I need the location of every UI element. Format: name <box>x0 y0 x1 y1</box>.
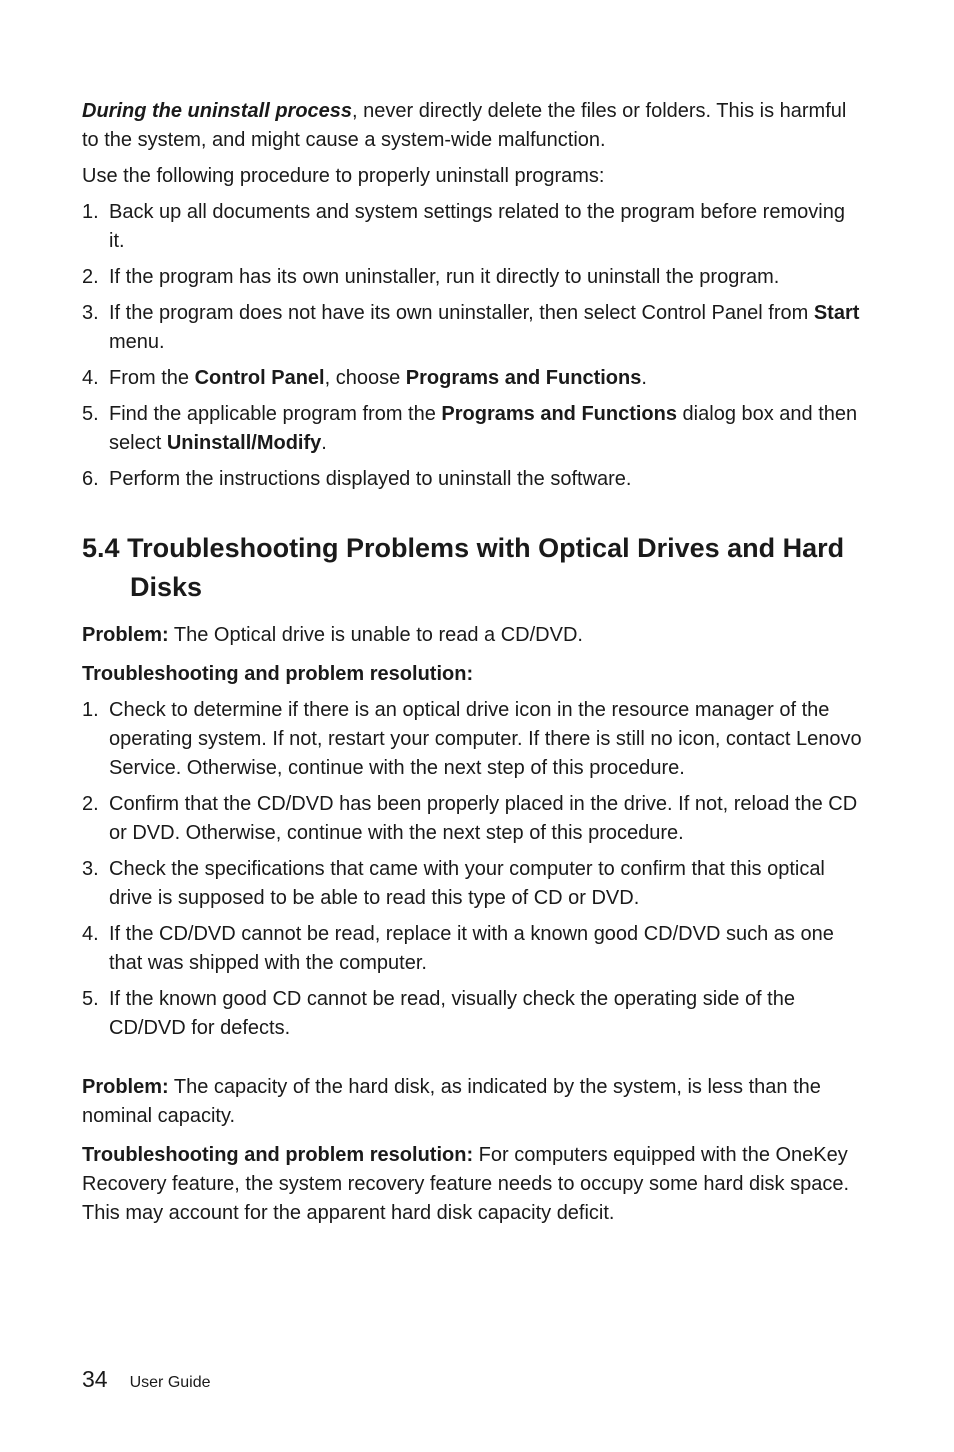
procedure-intro: Use the following procedure to properly uninstall programs: <box>82 165 605 187</box>
problem-statement <box>82 621 862 650</box>
section-heading <box>82 529 862 607</box>
warning-text: , never directly delete the files or folders. This is harmful to the system, and might cause a system-wide malfunction. <box>82 100 847 151</box>
uninstall-step <box>82 364 862 393</box>
step-number: 3. <box>82 858 99 880</box>
problem-text: The capacity of the hard disk, as indicated by the system, is less than the nominal capacity. <box>82 1076 821 1127</box>
uninstall-step <box>82 263 862 292</box>
uninstall-modify-term: Uninstall/Modify <box>166 432 322 454</box>
optical-steps-list <box>82 696 862 1043</box>
step-text: If the CD/DVD cannot be read, replace it with a known good CD/DVD such as one that was shipped with the computer. <box>109 923 834 974</box>
problem-label: Problem: <box>82 1076 169 1098</box>
start-term: Start <box>813 302 860 324</box>
optical-step <box>82 855 862 913</box>
step-number: 4. <box>82 367 99 389</box>
step-text: dialog box and then select <box>109 403 858 454</box>
page-footer <box>82 1366 211 1393</box>
optical-step <box>82 985 862 1043</box>
step-text: Find the applicable program from the <box>109 403 442 425</box>
resolution-heading <box>82 660 862 689</box>
warning-lead: During the uninstall process <box>82 100 353 122</box>
step-text: Back up all documents and system settings related to the program before removing it. <box>109 201 845 252</box>
resolution-text: For computers equipped with the OneKey Recovery feature, the system recovery feature needs to occupy some hard disk space. This may account for the apparent hard disk capacity deficit. <box>82 1144 850 1224</box>
programs-functions-term: Programs and Functions <box>441 403 677 425</box>
step-number: 5. <box>82 403 99 425</box>
step-text: Check to determine if there is an optical drive icon in the resource manager of the operating system. If not, restart your computer. If there is still no icon, contact Lenovo Service. Otherwise, continue with the next step of this procedure. <box>109 699 862 779</box>
uninstall-step <box>82 299 862 357</box>
step-number: 6. <box>82 468 99 490</box>
uninstall-step <box>82 465 862 494</box>
step-number: 1. <box>82 699 99 721</box>
page-number: 34 <box>82 1366 108 1392</box>
problem-label: Problem: <box>82 624 169 646</box>
uninstall-step <box>82 198 862 256</box>
step-text: Confirm that the CD/DVD has been properly placed in the drive. If not, reload the CD or DVD. Otherwise, continue with the next step of this procedure. <box>109 793 858 844</box>
step-text: If the known good CD cannot be read, visually check the operating side of the CD/DVD for defects. <box>109 988 795 1039</box>
step-text: If the program does not have its own uninstaller, then select Control Panel from <box>109 302 814 324</box>
step-number: 3. <box>82 302 99 324</box>
step-number: 1. <box>82 201 99 223</box>
programs-functions-term: Programs and Functions <box>405 367 642 389</box>
uninstall-step <box>82 400 862 458</box>
footer-label: User Guide <box>129 1374 211 1391</box>
uninstall-steps-list <box>82 198 862 494</box>
resolution-paragraph <box>82 1141 862 1228</box>
optical-step <box>82 696 862 783</box>
optical-step <box>82 790 862 848</box>
control-panel-term: Control Panel <box>194 367 325 389</box>
section-title: Troubleshooting Problems with Optical Drives and Hard Disks <box>127 533 845 602</box>
uninstall-warning <box>82 97 862 155</box>
step-number: 2. <box>82 266 99 288</box>
optical-step <box>82 920 862 978</box>
section-number: 5.4 <box>82 533 120 563</box>
resolution-heading-text: Troubleshooting and problem resolution: <box>82 663 474 685</box>
step-text: Check the specifications that came with your computer to confirm that this optical drive is supposed to be able to read this type of CD or DVD. <box>109 858 825 909</box>
page-content <box>82 97 862 1235</box>
step-text: Perform the instructions displayed to uninstall the software. <box>109 468 632 490</box>
spacer <box>82 1050 862 1073</box>
step-text: If the program has its own uninstaller, run it directly to uninstall the program. <box>109 266 780 288</box>
resolution-label: Troubleshooting and problem resolution: <box>82 1144 474 1166</box>
step-text: , choose <box>324 367 406 389</box>
step-number: 5. <box>82 988 99 1010</box>
step-number: 4. <box>82 923 99 945</box>
step-text: From the <box>109 367 195 389</box>
step-text: . <box>641 367 647 389</box>
step-number: 2. <box>82 793 99 815</box>
step-text: . <box>321 432 327 454</box>
problem-text: The Optical drive is unable to read a CD/DVD. <box>168 624 583 646</box>
problem-statement <box>82 1073 862 1131</box>
step-text: menu. <box>109 331 165 353</box>
